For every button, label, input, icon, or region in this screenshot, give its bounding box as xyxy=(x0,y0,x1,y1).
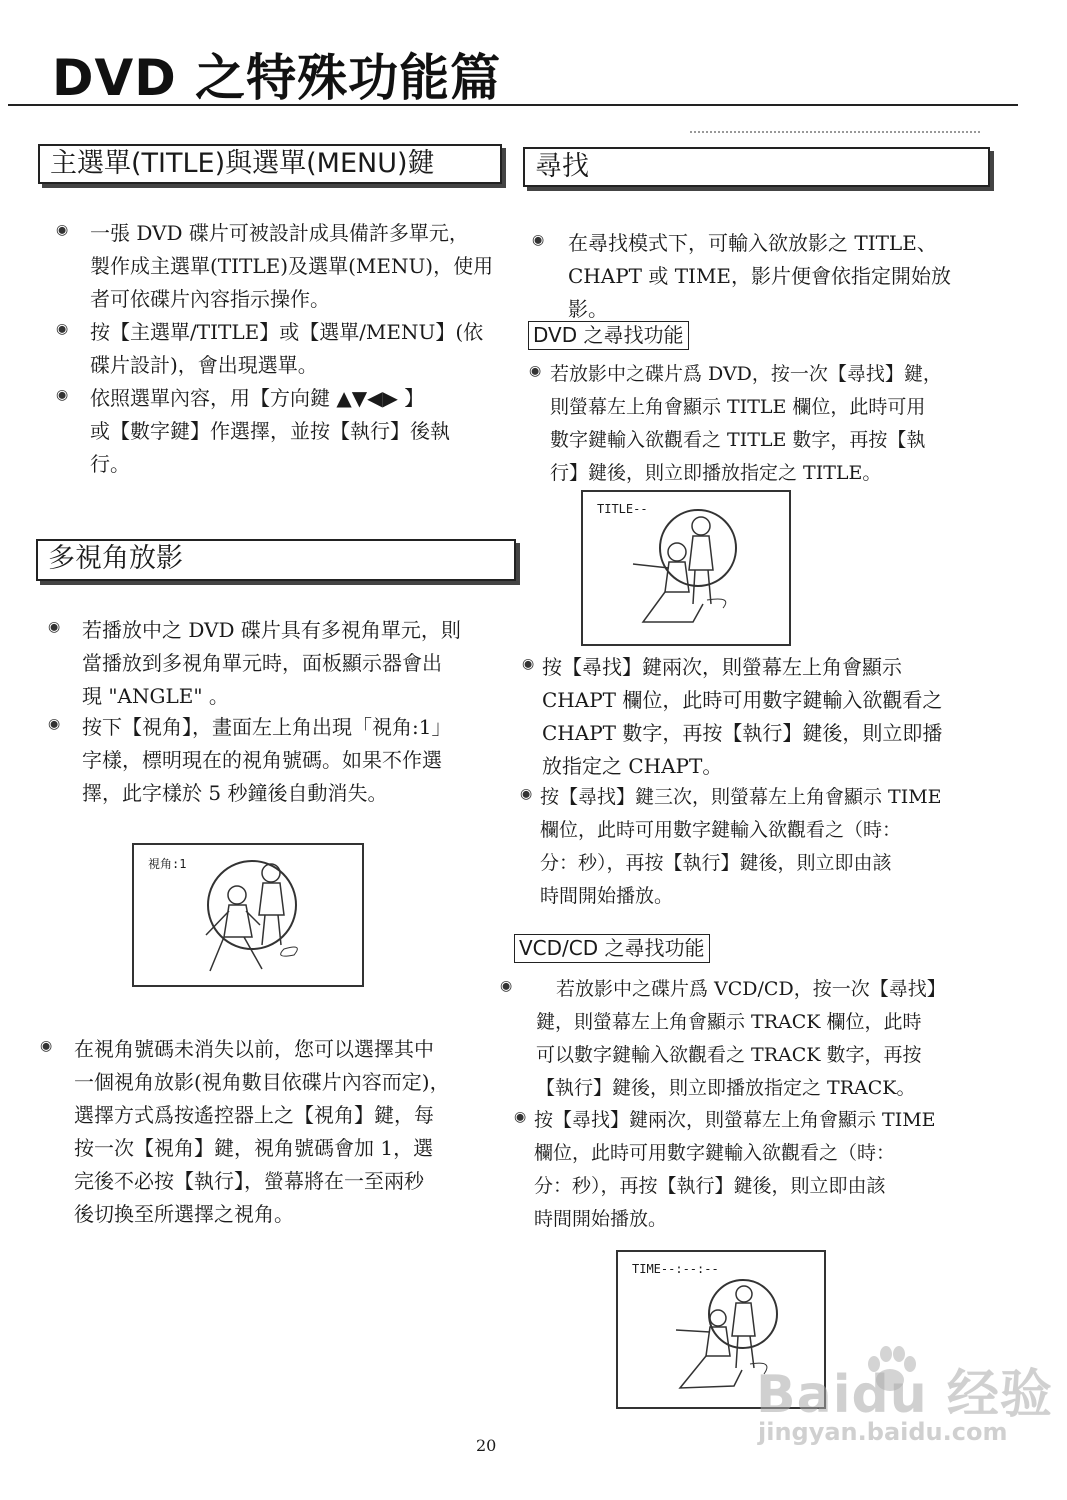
bullet-icon: ◉ xyxy=(48,619,61,635)
bullet-icon: ◉ xyxy=(48,716,61,732)
vcd-search-paragraph-1: 若放影中之碟片爲 VCD/CD，按一次【尋找】 鍵，則螢幕左上角會顯示 TRACK 欄位，此時 可以數字鍵輸入欲觀看之 TRACK 數字，再按 【執行】鍵後，則立即播放指定之 TRACK。 xyxy=(536,978,946,1099)
angle-screen-illustration xyxy=(132,843,364,987)
time-screen-label: TIME--:--:-- xyxy=(632,1262,719,1276)
bullet-icon: ◉ xyxy=(522,656,535,672)
vcd-search-paragraph-2: 按【尋找】鍵兩次，則螢幕左上角會顯示 TIME 欄位，此時可用數字鍵輸入欲觀看之（時： 分：秒），再按【執行】鍵後，則立即由該 時間開始播放。 xyxy=(534,1109,936,1230)
page-number: 20 xyxy=(476,1436,497,1455)
bullet-icon: ◉ xyxy=(56,387,69,403)
page-title: DVD 之特殊功能篇 xyxy=(52,49,502,107)
angle-screen-label: 視角:1 xyxy=(148,857,187,871)
menu-paragraph-2: 按【主選單/TITLE】或【選單/MENU】(依 碟片設計)，會出現選單。 xyxy=(90,320,484,377)
dvd-search-paragraph-3: 按【尋找】鍵三次，則螢幕左上角會顯示 TIME 欄位，此時可用數字鍵輸入欲觀看之（時： 分：秒），再按【執行】鍵後，則立即由該 時間開始播放。 xyxy=(540,786,942,907)
children-illustration xyxy=(583,492,789,644)
children-illustration xyxy=(134,845,362,985)
bullet-icon: ◉ xyxy=(56,321,69,337)
bullet-icon: ◉ xyxy=(532,232,545,248)
angle-paragraph-1: 若播放中之 DVD 碟片具有多視角單元，則 當播放到多視角單元時，面板顯示器會出 現 "ANGLE" 。 xyxy=(82,618,461,708)
dvd-search-subheading: DVD 之尋找功能 xyxy=(528,321,689,350)
angle-paragraph-2: 按下【視角】，畫面左上角出現「視角:1」 字樣，標明現在的視角號碼。如果不作選 擇，此字樣於 5 秒鐘後自動消失。 xyxy=(82,715,452,805)
search-section-heading: 尋找 xyxy=(523,147,990,187)
dvd-search-paragraph-2: 按【尋找】鍵兩次，則螢幕左上角會顯示 CHAPT 欄位，此時可用數字鍵輸入欲觀看之 CHAPT 數字，再按【執行】鍵後，則立即播 放指定之 CHAPT。 xyxy=(542,655,943,778)
watermark-logo: Baidu 经验 xyxy=(756,1365,1053,1425)
vcd-search-subheading: VCD/CD 之尋找功能 xyxy=(514,934,710,963)
menu-section-heading: 主選單(TITLE)與選單(MENU)鍵 xyxy=(38,144,502,184)
angle-paragraph-3: 在視角號碼未消失以前，您可以選擇其中 一個視角放影(視角數目依碟片內容而定)， 選擇方式爲按遙控器上之【視角】鍵，每 按一次【視角】鍵，視角號碼會加 1，選 完後不必按【執行】，螢幕將在一至兩秒 後切換至所選擇之視角。 xyxy=(74,1037,450,1226)
menu-paragraph-3: 依照選單內容，用【方向鍵 ▲▼◀▶ 】 或【數字鍵】作選擇，並按【執行】後執 行。 xyxy=(90,386,450,476)
bullet-icon: ◉ xyxy=(514,1109,527,1125)
bullet-icon: ◉ xyxy=(500,978,513,994)
watermark-url: jingyan.baidu.com xyxy=(758,1418,1008,1446)
bullet-icon: ◉ xyxy=(56,222,69,238)
bullet-icon: ◉ xyxy=(40,1038,53,1054)
title-divider xyxy=(8,104,1018,106)
dotted-divider xyxy=(690,131,980,133)
search-intro: 在尋找模式下，可輸入欲放影之 TITLE、 CHAPT 或 TIME，影片便會依指定開始放 影。 xyxy=(568,231,952,321)
title-screen-illustration xyxy=(581,490,791,646)
title-screen-label: TITLE-- xyxy=(597,502,648,516)
angle-section-heading: 多視角放影 xyxy=(36,539,516,581)
dvd-search-paragraph-1: 若放影中之碟片爲 DVD，按一次【尋找】鍵， 則螢幕左上角會顯示 TITLE 欄位，此時可用 數字鍵輸入欲觀看之 TITLE 數字，再按【執 行】鍵後，則立即播放指定之 TITLE。 xyxy=(550,363,942,484)
bullet-icon: ◉ xyxy=(520,786,533,802)
bullet-icon: ◉ xyxy=(529,363,542,379)
menu-paragraph-1: 一張 DVD 碟片可被設計成具備許多單元， 製作成主選單(TITLE)及選單(MENU)，使用 者可依碟片內容指示操作。 xyxy=(90,221,494,311)
